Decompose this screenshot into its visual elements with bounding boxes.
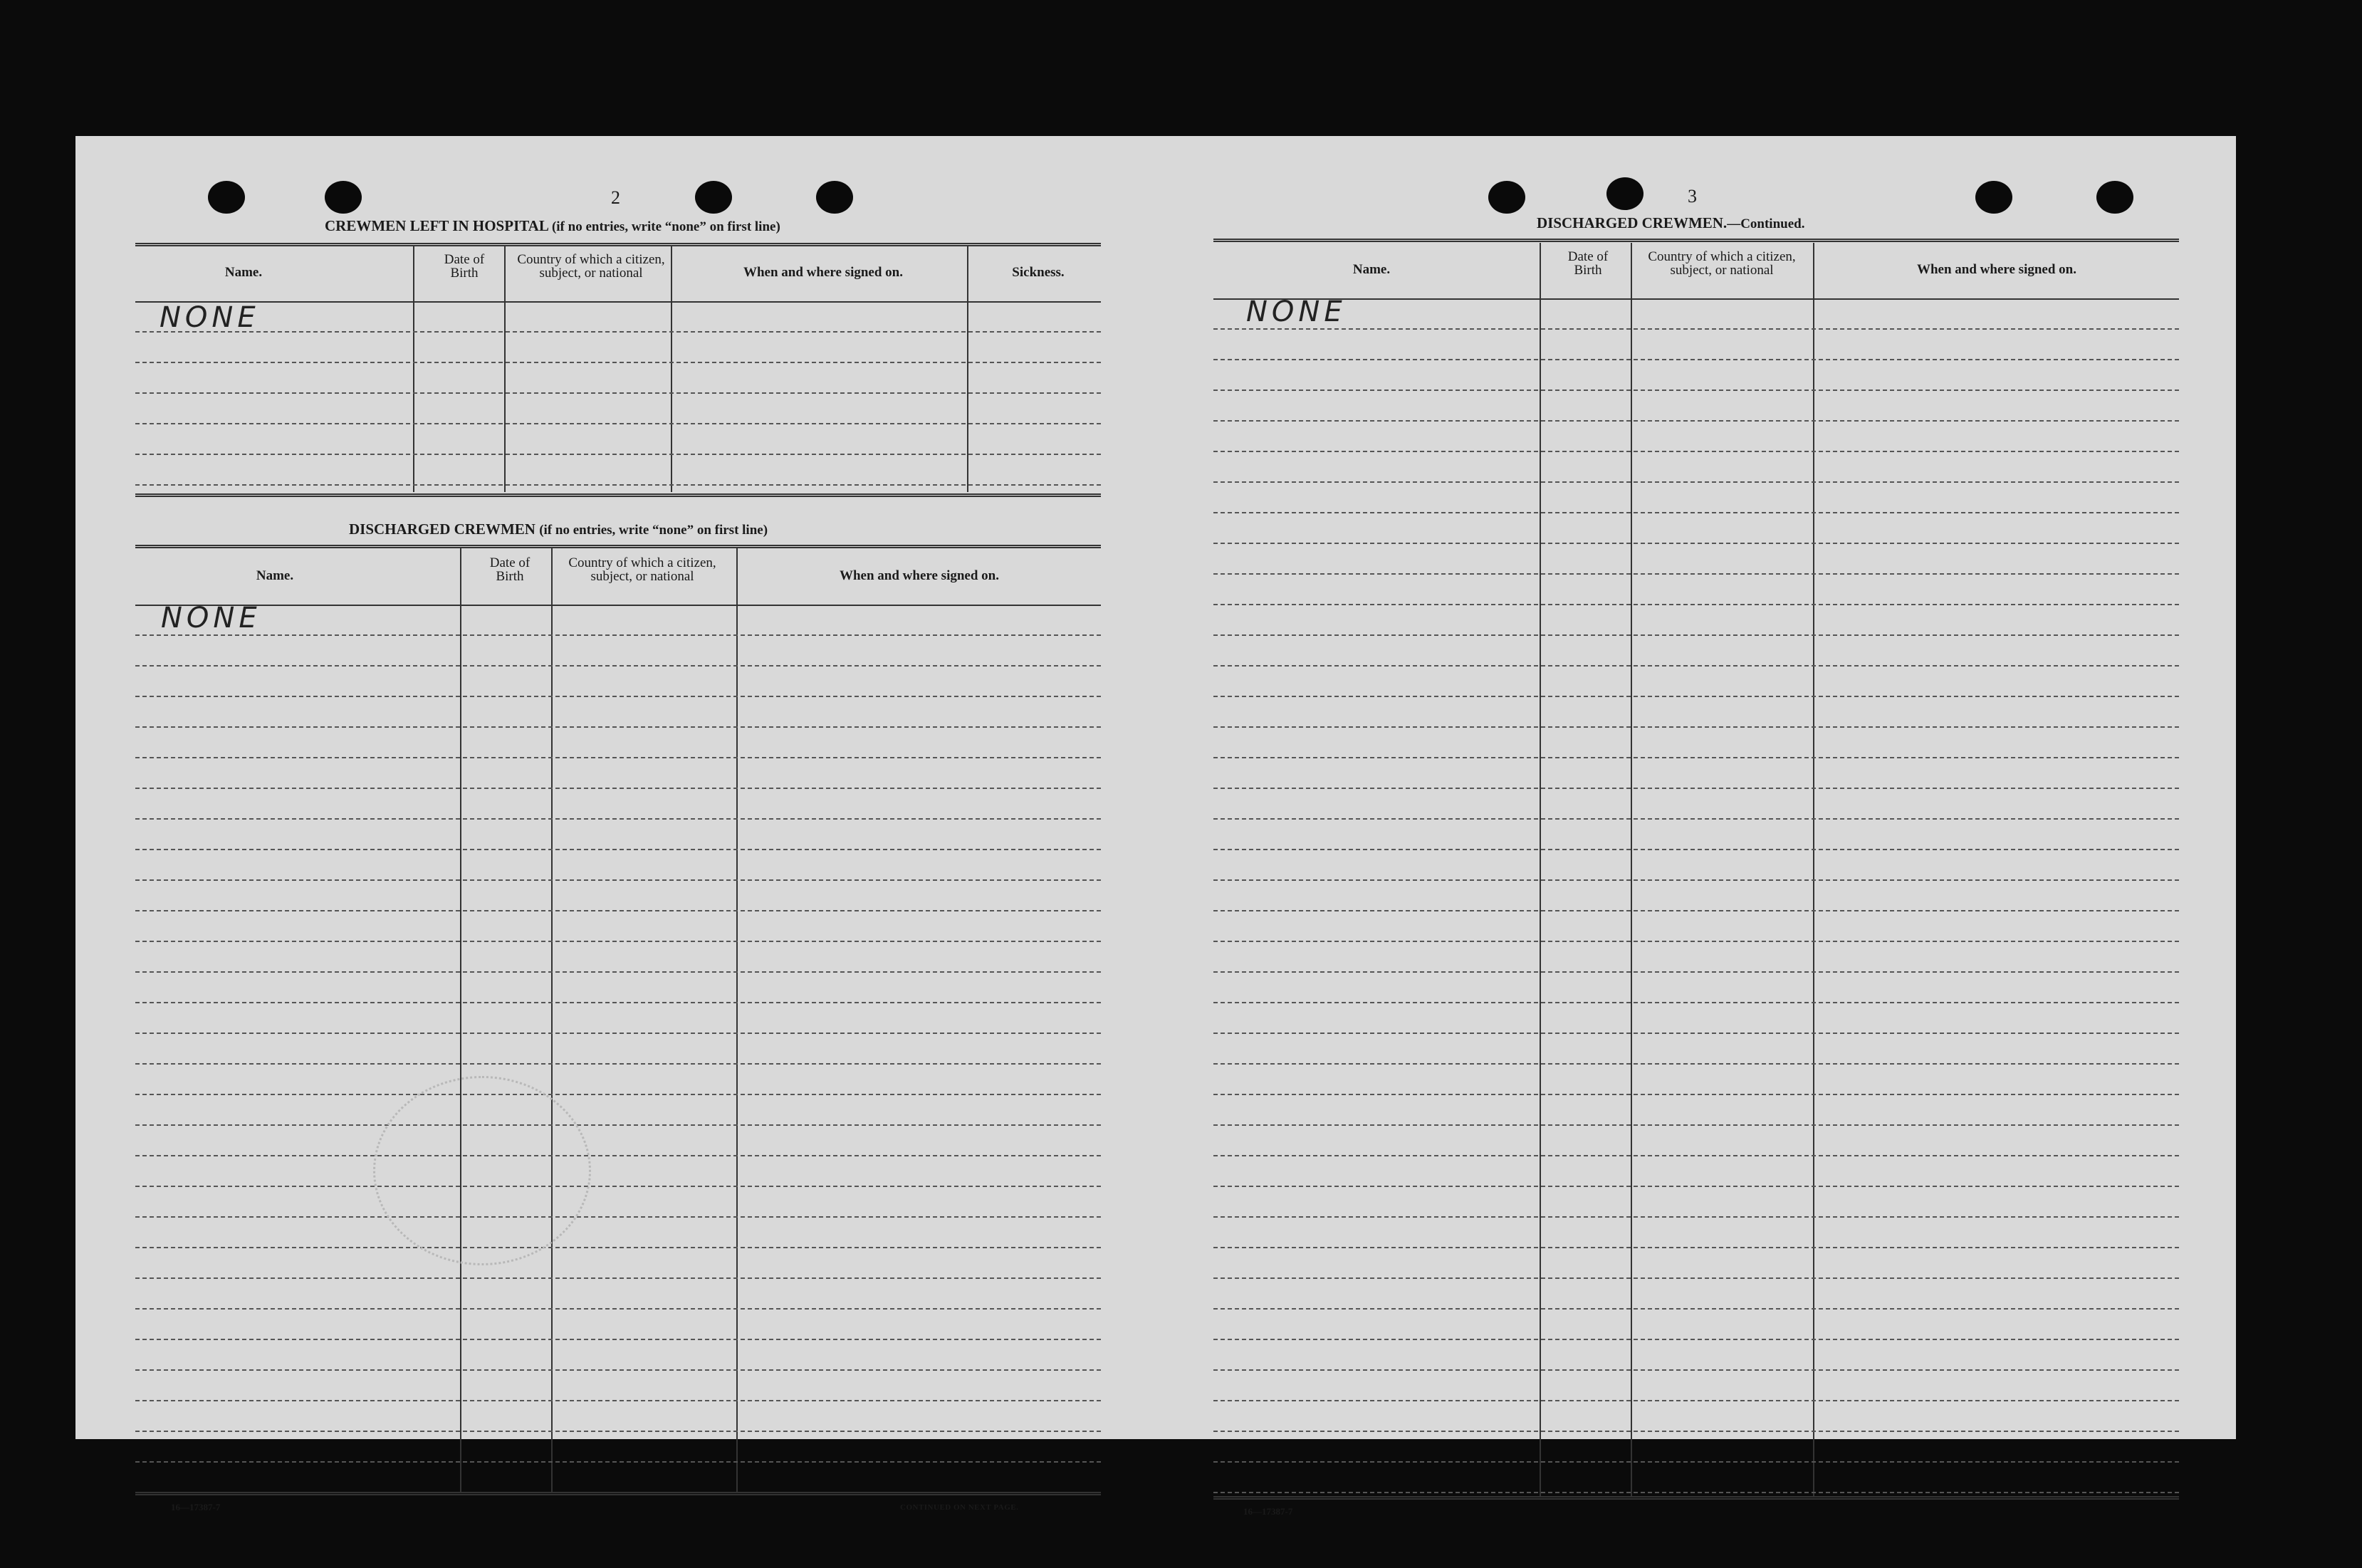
section-rule	[135, 243, 1101, 246]
entry-line	[1213, 604, 2179, 605]
entry-line	[1213, 726, 2179, 728]
page-number: 2	[611, 187, 620, 208]
entry-line	[1213, 1369, 2179, 1371]
entry-line	[135, 696, 1101, 697]
entry-line	[135, 849, 1101, 850]
entry-line	[1213, 1124, 2179, 1126]
entry-line	[135, 757, 1101, 758]
entry-line	[1213, 1247, 2179, 1248]
entry-line	[1213, 696, 2179, 697]
column-header-dob: Date of Birth	[489, 555, 531, 584]
entry-line	[1213, 1186, 2179, 1187]
section-rule	[1213, 239, 2179, 242]
entry-line	[1213, 757, 2179, 758]
entry-line	[135, 1369, 1101, 1371]
entry-line	[135, 1277, 1101, 1279]
entry-line	[1213, 879, 2179, 881]
entry-line	[135, 788, 1101, 789]
document-sheet	[75, 136, 2236, 1517]
punch-hole	[1488, 181, 1525, 214]
entry-line	[1213, 1216, 2179, 1218]
continued-note: CONTINUED ON NEXT PAGE.	[900, 1503, 1019, 1512]
entry-line	[135, 1400, 1101, 1401]
entry-line	[1213, 1308, 2179, 1310]
entry-line	[1213, 328, 2179, 330]
entry-line	[1213, 849, 2179, 850]
entry-line	[135, 1033, 1101, 1034]
entry-line	[135, 1431, 1101, 1432]
column-divider	[671, 246, 672, 492]
entry-line	[1213, 1155, 2179, 1156]
entry-line	[135, 1308, 1101, 1310]
entry-line	[1213, 543, 2179, 544]
entry-line	[135, 1155, 1101, 1156]
column-header-country: Country of which a citizen, subject, or national	[1648, 249, 1796, 278]
discharged-title-note: (if no entries, write “none” on first line)	[539, 523, 768, 538]
entry-line	[135, 634, 1101, 636]
entry-line	[135, 665, 1101, 667]
entry-line	[1213, 1277, 2179, 1279]
entry-line	[1213, 573, 2179, 575]
section-rule	[135, 1492, 1101, 1495]
entry-line	[1213, 512, 2179, 513]
entry-line	[1213, 1339, 2179, 1340]
punch-hole	[325, 181, 362, 214]
punch-hole	[208, 181, 245, 214]
section-rule	[1213, 1496, 2179, 1500]
entry-line	[1213, 1033, 2179, 1034]
entry-line	[135, 1094, 1101, 1095]
column-header-signed-on: When and where signed on.	[839, 568, 999, 583]
entry-line	[1213, 1094, 2179, 1095]
section-title-hospital	[325, 217, 780, 235]
entry-line	[135, 454, 1101, 455]
entry-line	[1213, 420, 2179, 422]
entry-line	[135, 941, 1101, 942]
column-header-dob: Date of Birth	[1567, 249, 1609, 278]
form-number: 16—17387-7	[1243, 1506, 1293, 1517]
entry-line	[135, 1216, 1101, 1218]
entry-line	[1213, 1400, 2179, 1401]
hospital-title-note: (if no entries, write “none” on first line)	[551, 219, 780, 234]
column-divider	[460, 548, 461, 1492]
column-divider	[413, 246, 414, 492]
entry-line	[1213, 451, 2179, 452]
entry-line	[1213, 634, 2179, 636]
column-divider	[736, 548, 738, 1492]
entry-line	[135, 1063, 1101, 1065]
column-header-dob: Date of Birth	[444, 252, 485, 281]
entry-line	[135, 362, 1101, 363]
entry-line	[135, 910, 1101, 911]
column-header-signed-on: When and where signed on.	[743, 265, 903, 280]
entry-line	[135, 1339, 1101, 1340]
header-rule	[1213, 298, 2179, 300]
section-title-discharged-continued	[1537, 214, 1804, 232]
entry-line	[1213, 910, 2179, 911]
faded-stamp	[373, 1076, 591, 1265]
column-header-signed-on: When and where signed on.	[1916, 262, 2076, 277]
entry-line	[135, 392, 1101, 394]
entry-line	[135, 726, 1101, 728]
entry-line	[135, 331, 1101, 333]
section-title-discharged	[349, 521, 768, 538]
column-header-name: Name.	[1352, 262, 1391, 277]
column-divider	[504, 246, 506, 492]
entry-line	[1213, 1492, 2179, 1493]
entry-line	[1213, 1063, 2179, 1065]
hospital-title: CREWMEN LEFT IN HOSPITAL	[325, 217, 548, 234]
entry-line	[1213, 788, 2179, 789]
column-header-name: Name.	[224, 265, 263, 280]
column-divider	[967, 246, 968, 492]
column-header-country: Country of which a citizen, subject, or national	[517, 252, 665, 281]
entry-line	[135, 1461, 1101, 1463]
entry-line	[1213, 1431, 2179, 1432]
entry-line	[1213, 359, 2179, 360]
discharged-title: DISCHARGED CREWMEN	[349, 521, 535, 538]
entry-line	[135, 879, 1101, 881]
entry-line	[1213, 1002, 2179, 1003]
handwritten-none: NONE	[1246, 296, 1347, 328]
continued-suffix: —Continued.	[1727, 216, 1805, 231]
header-rule	[135, 605, 1101, 606]
entry-line	[135, 484, 1101, 486]
entry-line	[135, 1002, 1101, 1003]
page-number: 3	[1688, 186, 1697, 207]
punch-hole	[1975, 181, 2012, 214]
punch-hole	[695, 181, 732, 214]
punch-hole	[816, 181, 853, 214]
punch-hole	[2096, 181, 2133, 214]
entry-line	[1213, 1461, 2179, 1463]
form-number: 16—17387-7	[171, 1502, 221, 1512]
discharged-title: DISCHARGED CREWMEN.	[1537, 214, 1728, 231]
entry-line	[1213, 665, 2179, 667]
header-rule	[135, 301, 1101, 303]
column-header-country: Country of which a citizen, subject, or national	[568, 555, 716, 584]
entry-line	[135, 1186, 1101, 1187]
section-rule	[135, 493, 1101, 497]
column-header-name: Name.	[256, 568, 294, 583]
entry-line	[1213, 481, 2179, 483]
entry-line	[135, 971, 1101, 973]
entry-line	[135, 423, 1101, 424]
column-header-sickness: Sickness.	[1012, 265, 1065, 280]
column-divider	[551, 548, 553, 1492]
entry-line	[1213, 818, 2179, 820]
entry-line	[135, 1247, 1101, 1248]
entry-line	[135, 1124, 1101, 1126]
entry-line	[1213, 971, 2179, 973]
section-rule	[135, 545, 1101, 548]
entry-line	[135, 818, 1101, 820]
entry-line	[1213, 390, 2179, 391]
entry-line	[1213, 941, 2179, 942]
handwritten-none: NONE	[160, 301, 260, 334]
punch-hole	[1606, 177, 1644, 210]
handwritten-none: NONE	[161, 602, 261, 634]
